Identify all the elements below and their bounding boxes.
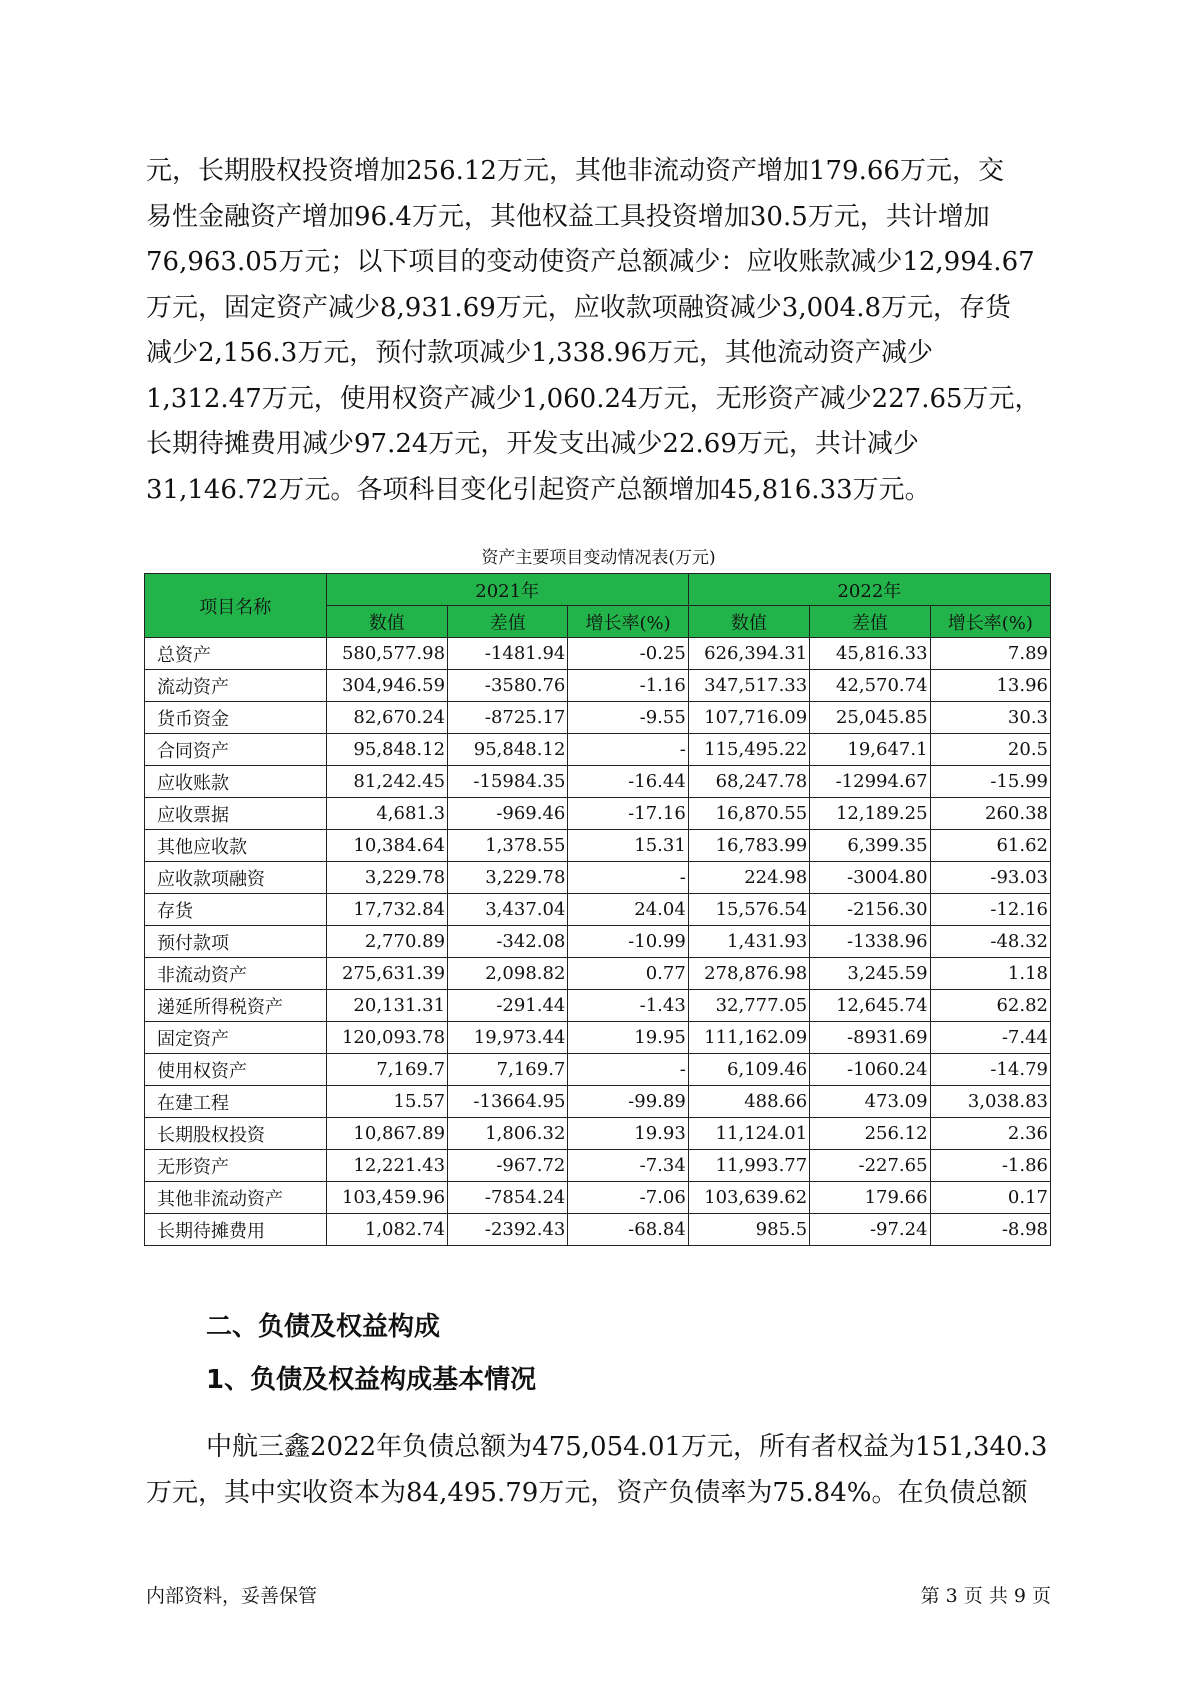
paragraph-line: 减少2,156.3万元，预付款项减少1,338.96万元，其他流动资产减少 [146,338,934,368]
row-value-cell: -7.06 [568,1182,688,1214]
row-value-cell: -97.24 [810,1214,930,1246]
table-row [145,1086,1051,1118]
row-item-name: 存货 [145,894,327,926]
row-item-name: 流动资产 [145,670,327,702]
row-item-name: 应收票据 [145,798,327,830]
row-item-name: 长期待摊费用 [145,1214,327,1246]
header-rate: 增长率(%) [568,606,688,638]
row-value-cell: -1.43 [568,990,688,1022]
footer-page-number: 第 3 页 共 9 页 [920,1585,1051,1607]
row-value-cell: -99.89 [568,1086,688,1118]
row-value-cell: 81,242.45 [326,766,447,798]
row-value-cell: 1,378.55 [448,830,568,862]
row-value-cell: -14.79 [930,1054,1050,1086]
row-value-cell: -17.16 [568,798,688,830]
row-value-cell: -16.44 [568,766,688,798]
row-value-cell: 179.66 [810,1182,930,1214]
row-value-cell: -1481.94 [448,638,568,670]
row-value-cell: 7.89 [930,638,1050,670]
row-value-cell: 2.36 [930,1118,1050,1150]
row-item-name: 总资产 [145,638,327,670]
row-value-cell: 24.04 [568,894,688,926]
row-value-cell: 61.62 [930,830,1050,862]
row-value-cell: -2156.30 [810,894,930,926]
assets-change-table [144,573,1051,1246]
header-year-2022: 2022年 [688,574,1050,606]
row-value-cell: 12,221.43 [326,1150,447,1182]
row-value-cell: 82,670.24 [326,702,447,734]
row-value-cell: 30.3 [930,702,1050,734]
row-value-cell: 107,716.09 [688,702,809,734]
row-item-name: 预付款项 [145,926,327,958]
row-item-name: 非流动资产 [145,958,327,990]
row-value-cell: -227.65 [810,1150,930,1182]
row-value-cell: 12,189.25 [810,798,930,830]
row-value-cell: -291.44 [448,990,568,1022]
row-value-cell: -8.98 [930,1214,1050,1246]
row-value-cell: 626,394.31 [688,638,809,670]
row-value-cell: 95,848.12 [326,734,447,766]
row-value-cell: 32,777.05 [688,990,809,1022]
header-year-2021: 2021年 [326,574,688,606]
row-value-cell: 3,245.59 [810,958,930,990]
row-value-cell: 3,038.83 [930,1086,1050,1118]
header-diff: 差值 [810,606,930,638]
table-row [145,958,1051,990]
row-value-cell: 68,247.78 [688,766,809,798]
paragraph-line: 易性金融资产增加96.4万元，其他权益工具投资增加30.5万元，共计增加 [146,201,990,232]
table-caption: 资产主要项目变动情况表(万元) [481,548,716,568]
paragraph-line: 万元，其中实收资本为84,495.79万元，资产负债率为75.84%。在负债总额 [146,1477,1028,1508]
row-value-cell: 45,816.33 [810,638,930,670]
row-value-cell: 10,384.64 [326,830,447,862]
row-value-cell: 6,399.35 [810,830,930,862]
row-value-cell: - [568,862,688,894]
table-row [145,638,1051,670]
row-value-cell: 260.38 [930,798,1050,830]
row-value-cell: -12994.67 [810,766,930,798]
row-item-name: 在建工程 [145,1086,327,1118]
row-value-cell: 4,681.3 [326,798,447,830]
row-value-cell: 25,045.85 [810,702,930,734]
row-value-cell: -3580.76 [448,670,568,702]
row-item-name: 货币资金 [145,702,327,734]
footer-confidential-note: 内部资料，妥善保管 [146,1585,318,1607]
row-value-cell: -1.86 [930,1150,1050,1182]
row-item-name: 无形资产 [145,1150,327,1182]
row-value-cell: 7,169.7 [326,1054,447,1086]
section-heading: 二、负债及权益构成 [206,1312,441,1342]
row-item-name: 应收账款 [145,766,327,798]
row-value-cell: 19,647.1 [810,734,930,766]
row-value-cell: 0.17 [930,1182,1050,1214]
row-value-cell: 95,848.12 [448,734,568,766]
row-value-cell: -967.72 [448,1150,568,1182]
row-value-cell: 580,577.98 [326,638,447,670]
row-value-cell: 278,876.98 [688,958,809,990]
row-value-cell: 347,517.33 [688,670,809,702]
row-item-name: 其他非流动资产 [145,1182,327,1214]
row-value-cell: -1338.96 [810,926,930,958]
row-value-cell: 42,570.74 [810,670,930,702]
header-value: 数值 [688,606,809,638]
table-row [145,1118,1051,1150]
row-value-cell: -12.16 [930,894,1050,926]
row-item-name: 固定资产 [145,1022,327,1054]
row-value-cell: 13.96 [930,670,1050,702]
row-value-cell: -1060.24 [810,1054,930,1086]
row-value-cell: -342.08 [448,926,568,958]
row-value-cell: -93.03 [930,862,1050,894]
row-value-cell: 473.09 [810,1086,930,1118]
row-value-cell: -8725.17 [448,702,568,734]
paragraph-line: 元，长期股权投资增加256.12万元，其他非流动资产增加179.66万元，交 [146,156,1004,186]
row-value-cell: 19.93 [568,1118,688,1150]
row-item-name: 其他应收款 [145,830,327,862]
row-value-cell: 3,437.04 [448,894,568,926]
row-value-cell: 103,639.62 [688,1182,809,1214]
paragraph-line: 长期待摊费用减少97.24万元，开发支出减少22.69万元，共计减少 [146,429,919,459]
row-value-cell: 16,783.99 [688,830,809,862]
table-row [145,1150,1051,1182]
row-value-cell: 488.66 [688,1086,809,1118]
row-value-cell: 256.12 [810,1118,930,1150]
header-item-name: 项目名称 [145,574,327,638]
row-value-cell: -969.46 [448,798,568,830]
row-value-cell: 15,576.54 [688,894,809,926]
body-paragraph-liabilities [146,1425,1051,1516]
row-value-cell: 304,946.59 [326,670,447,702]
row-value-cell: -2392.43 [448,1214,568,1246]
row-value-cell: 2,098.82 [448,958,568,990]
row-value-cell: 1,806.32 [448,1118,568,1150]
row-value-cell: 20.5 [930,734,1050,766]
table-row [145,670,1051,702]
row-value-cell: 275,631.39 [326,958,447,990]
row-value-cell: 62.82 [930,990,1050,1022]
row-value-cell: -0.25 [568,638,688,670]
row-value-cell: -3004.80 [810,862,930,894]
body-paragraph-assets-change [146,149,1051,513]
row-value-cell: - [568,734,688,766]
row-value-cell: 10,867.89 [326,1118,447,1150]
table-row [145,1182,1051,1214]
table-row [145,926,1051,958]
row-value-cell: 120,093.78 [326,1022,447,1054]
row-value-cell: 0.77 [568,958,688,990]
paragraph-line: 76,963.05万元；以下项目的变动使资产总额减少：应收账款减少12,994.67 [146,247,1035,277]
row-item-name: 长期股权投资 [145,1118,327,1150]
paragraph-line: 1,312.47万元，使用权资产减少1,060.24万元，无形资产减少227.65万元， [146,383,1041,414]
row-value-cell: 3,229.78 [448,862,568,894]
row-value-cell: 7,169.7 [448,1054,568,1086]
table-header-row [145,574,1051,606]
table-row [145,766,1051,798]
row-item-name: 使用权资产 [145,1054,327,1086]
row-value-cell: 115,495.22 [688,734,809,766]
row-value-cell: 15.57 [326,1086,447,1118]
row-value-cell: 15.31 [568,830,688,862]
row-value-cell: -10.99 [568,926,688,958]
row-value-cell: -48.32 [930,926,1050,958]
row-item-name: 应收款项融资 [145,862,327,894]
row-value-cell: 11,993.77 [688,1150,809,1182]
paragraph-line: 31,146.72万元。各项科目变化引起资产总额增加45,816.33万元。 [146,474,931,505]
row-item-name: 递延所得税资产 [145,990,327,1022]
row-value-cell: 985.5 [688,1214,809,1246]
table-row [145,862,1051,894]
row-value-cell: 16,870.55 [688,798,809,830]
table-row [145,1022,1051,1054]
subsection-heading: 1、负债及权益构成基本情况 [206,1365,537,1395]
row-value-cell: 17,732.84 [326,894,447,926]
table-body [145,638,1051,1246]
row-value-cell: -13664.95 [448,1086,568,1118]
row-value-cell: 224.98 [688,862,809,894]
row-value-cell: 111,162.09 [688,1022,809,1054]
row-value-cell: 20,131.31 [326,990,447,1022]
row-value-cell: 3,229.78 [326,862,447,894]
header-value: 数值 [326,606,447,638]
table-row [145,894,1051,926]
row-value-cell: 11,124.01 [688,1118,809,1150]
row-value-cell: 12,645.74 [810,990,930,1022]
row-value-cell: 6,109.46 [688,1054,809,1086]
table-row [145,830,1051,862]
row-value-cell: 19.95 [568,1022,688,1054]
table-row [145,990,1051,1022]
table-row [145,1054,1051,1086]
row-value-cell: - [568,1054,688,1086]
row-value-cell: 1,431.93 [688,926,809,958]
row-value-cell: -8931.69 [810,1022,930,1054]
row-value-cell: 1,082.74 [326,1214,447,1246]
table-row [145,702,1051,734]
row-value-cell: -15984.35 [448,766,568,798]
table-row [145,734,1051,766]
row-value-cell: 19,973.44 [448,1022,568,1054]
row-value-cell: 1.18 [930,958,1050,990]
table-row [145,798,1051,830]
row-value-cell: -7.44 [930,1022,1050,1054]
row-value-cell: -9.55 [568,702,688,734]
paragraph-line: 万元，固定资产减少8,931.69万元，应收款项融资减少3,004.8万元，存货 [146,292,1012,323]
row-value-cell: -1.16 [568,670,688,702]
paragraph-line: 中航三鑫2022年负债总额为475,054.01万元，所有者权益为151,340.3 [206,1432,1048,1462]
row-value-cell: -7854.24 [448,1182,568,1214]
row-value-cell: -68.84 [568,1214,688,1246]
row-value-cell: -7.34 [568,1150,688,1182]
header-diff: 差值 [448,606,568,638]
row-item-name: 合同资产 [145,734,327,766]
row-value-cell: 2,770.89 [326,926,447,958]
table-row [145,1214,1051,1246]
header-rate: 增长率(%) [930,606,1050,638]
row-value-cell: 103,459.96 [326,1182,447,1214]
row-value-cell: -15.99 [930,766,1050,798]
